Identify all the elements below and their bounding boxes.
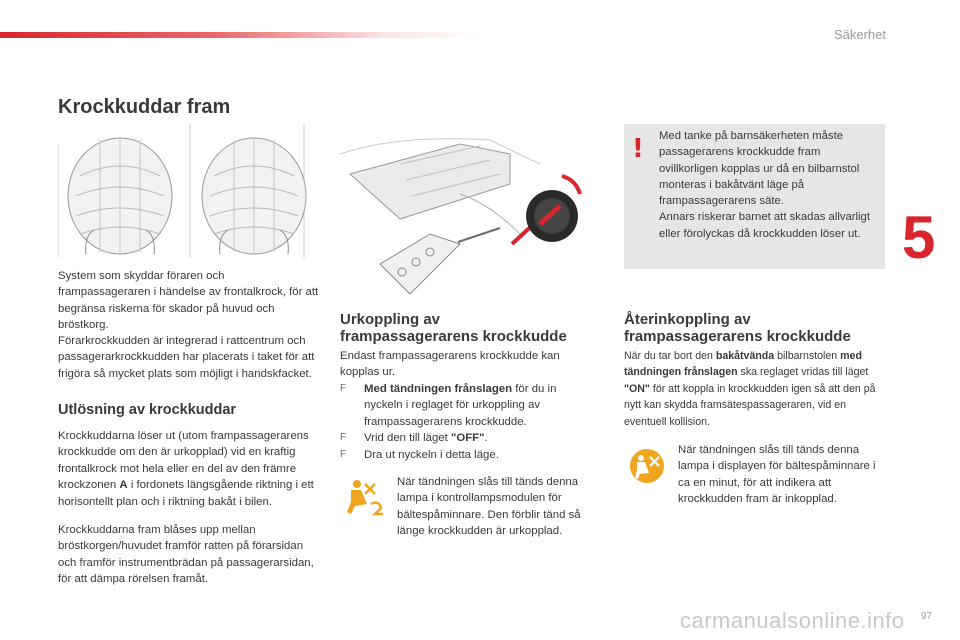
list-item: F Med tändningen frånslagen för du in nyckeln i reglaget för urkoppling av frampassagerarens krockkudde.	[340, 383, 557, 428]
intro-paragraph-1: System som skyddar föraren och frampassageraren i händelse av frontalkrock, för att begränsa riskerna för skador på huvud och bröstkorg.	[58, 270, 319, 332]
airbag-key-switch-illustration	[340, 124, 590, 296]
airbag-on-lamp-icon	[628, 447, 666, 485]
deployment-paragraph-1: Krockkuddarna löser ut (utom frampassagerarens krockkudde om den är urkopplad) vid en kraftig frontalkrock mot hela eller en del av den främre krockzonen A i fordonets längsgående riktning i ett horisontellt plan och i riktning bakåt i bilen.	[58, 430, 314, 508]
list-item: F Vrid den till läget "OFF".	[340, 432, 488, 445]
section-label: Säkerhet	[833, 27, 886, 42]
deactivation-heading: Urkoppling av frampassagerarens krockkudde	[340, 311, 567, 345]
watermark: carmanualsonline.info	[680, 608, 905, 633]
airbag-seats-illustration	[58, 124, 312, 258]
warning-text: Med tanke på barnsäkerheten måste passagerarens krockkudde fram ovillkorligen kopplas ur då en bilbarnstol monteras i bakåtvänt läge på frampassagerarens säte. Annars riskerar barnet att skadas allvarligt eller förolyckas då krockkudden löser ut.	[659, 130, 870, 240]
deployment-paragraph-2: Krockkuddarna fram blåses upp mellan bröstkorgen/huvudet framför ratten på förarsidan och framför instrumentbrädan på passagerarsidan, för att dämpa rörelsen framåt.	[58, 524, 314, 586]
list-item: F Dra ut nyckeln i detta läge.	[340, 448, 499, 461]
deactivation-lamp-note: När tändningen slås till tänds denna lampa i kontrollampsmodulen för bältespåminnare. Den förblir tänd så länge krockkudden är urkopplad.	[397, 476, 581, 538]
intro-paragraph-2: Förarkrockkudden är integrerad i rattcentrum och passagerarkrockkudden har placerats i taket för att frigöra så mycket plats som möjligt i handskfacket.	[58, 335, 315, 380]
reactivation-paragraph: När du tar bort den bakåtvända bilbarnstolen med tändningen frånslagen ska reglaget vridas till läget "ON" för att koppla in krockkudden igen så att den på nytt kan skydda framsätespassageraren, vid en eventuell kollision.	[624, 350, 876, 428]
warning-box	[624, 124, 885, 269]
warning-exclamation-icon: !	[632, 134, 644, 164]
header-accent-bar	[0, 32, 480, 38]
reactivation-lamp-note: När tändningen slås till tänds denna lampa i displayen för bältespåminnare i ca en minut, för att indikera att krockkudden fram är inkopplad.	[678, 444, 876, 506]
reactivation-heading: Återinkoppling av frampassagerarens krockkudde	[624, 311, 851, 345]
deactivation-intro: Endast frampassagerarens krockkudde kan kopplas ur.	[340, 350, 560, 379]
page-number: 97	[920, 611, 932, 622]
airbag-off-lamp-icon	[345, 478, 385, 518]
page-title: Krockkuddar fram	[58, 96, 231, 118]
deactivation-steps	[340, 381, 592, 463]
deployment-heading: Utlösning av krockkuddar	[58, 402, 237, 418]
chapter-number: 5	[902, 204, 936, 271]
